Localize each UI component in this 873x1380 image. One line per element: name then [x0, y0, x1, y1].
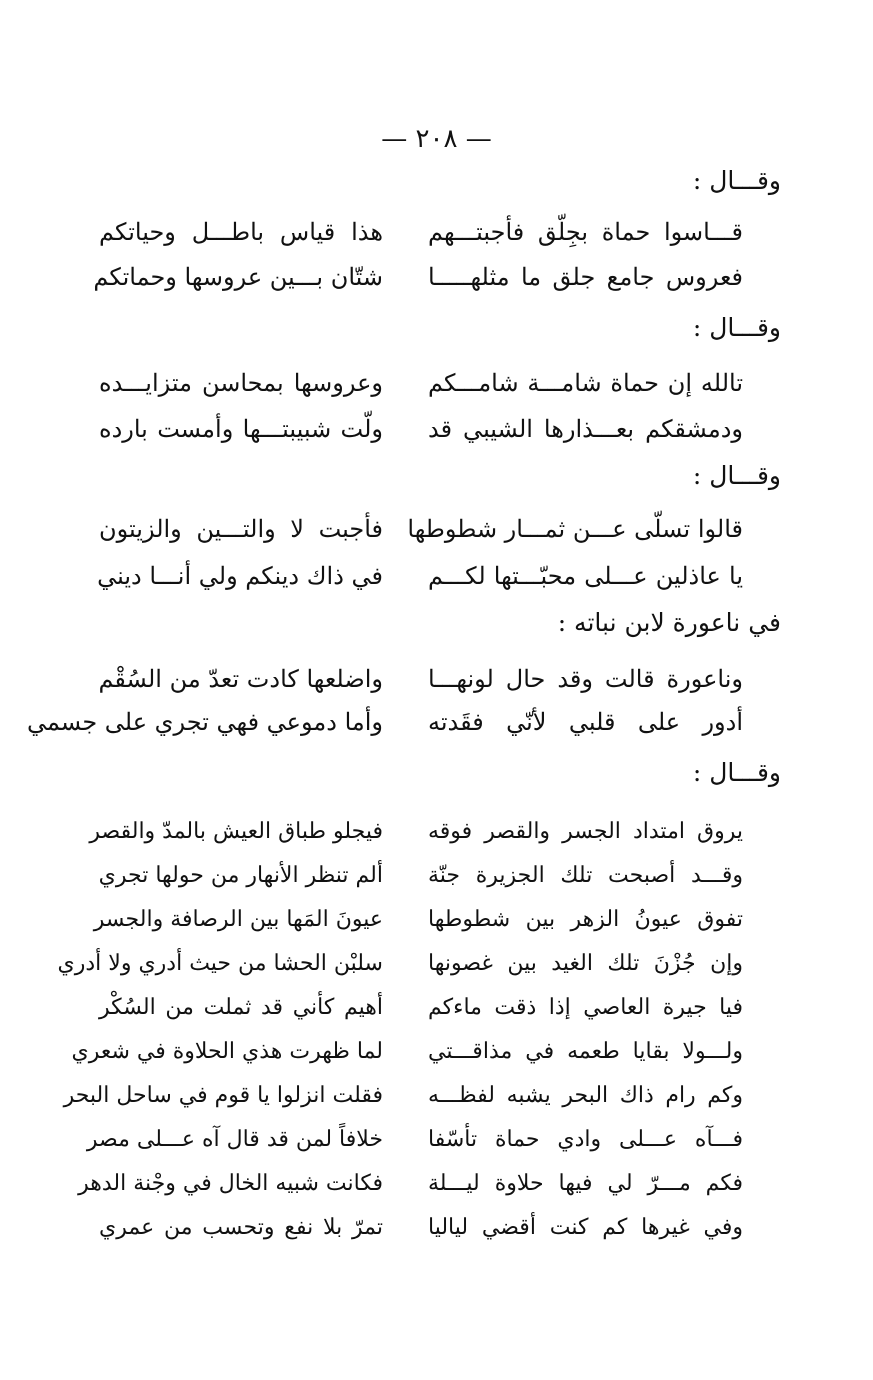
verse-left-hemistich: سلبْن الحشا من حيث أدري ولا أدري	[57, 951, 383, 976]
verse-left-hemistich: واضلعها كادت تعدّ من السُقْم	[98, 665, 383, 693]
verse-right-hemistich: تفوق عيونُ الزهر بين شطوطها	[428, 907, 743, 932]
section-heading: في ناعورة لابن نباته :	[557, 608, 781, 637]
verse-line	[0, 409, 873, 449]
verse-line	[0, 1032, 873, 1072]
verse-line	[0, 257, 873, 297]
verse-left-hemistich: وعروسها بمحاسن متزايـــده	[99, 369, 383, 397]
verse-right-hemistich: قالوا تسلّى عـــن ثمـــار شطوطها	[407, 515, 743, 543]
verse-line	[0, 944, 873, 984]
verse-right-hemistich: وفي غيرها كم كنت أقضي لياليا	[428, 1215, 743, 1240]
section-heading: وقـــال :	[692, 313, 781, 342]
verse-left-hemistich: أهيم كأني قد ثملت من السُكْر	[99, 995, 383, 1020]
verse-right-hemistich: أدور على قلبي لأنّي فقَدته	[428, 708, 743, 736]
verse-line	[0, 1120, 873, 1160]
verse-line	[0, 212, 873, 252]
verse-line	[0, 556, 873, 596]
verse-left-hemistich: هذا قياس باطـــل وحياتكم	[99, 218, 383, 246]
verse-right-hemistich: قـــاسوا حماة بجِلّق فأجبتـــهم	[428, 218, 743, 246]
verse-left-hemistich: في ذاك دينكم ولي أنـــا ديني	[97, 562, 383, 590]
verse-right-hemistich: ودمشقكم بعـــذارها الشيبي قد	[428, 415, 743, 443]
verse-left-hemistich: خلافاً لمن قد قال آه عـــلى مصر	[86, 1127, 383, 1152]
verse-line	[0, 988, 873, 1028]
verse-right-hemistich: يروق امتداد الجسر والقصر فوقه	[428, 819, 743, 844]
verse-right-hemistich: وكم رام ذاك البحر يشبه لفظـــه	[428, 1083, 743, 1108]
verse-line	[0, 363, 873, 403]
verse-left-hemistich: عيونَ المَها بين الرصافة والجسر	[93, 907, 383, 932]
verse-line	[0, 509, 873, 549]
verse-line	[0, 812, 873, 852]
verse-left-hemistich: وأما دموعي فهي تجري على جسمي	[27, 708, 383, 736]
page-number: — ٢٠٨ —	[381, 124, 492, 154]
verse-right-hemistich: وقـــد أصبحت تلك الجزيرة جنّة	[428, 863, 743, 888]
verse-line	[0, 856, 873, 896]
verse-right-hemistich: فكم مـــرّ لي فيها حلاوة ليـــلة	[428, 1171, 743, 1196]
section-heading: وقـــال :	[692, 758, 781, 787]
section-heading: وقـــال :	[692, 461, 781, 490]
verse-right-hemistich: ولـــولا بقايا طعمه في مذاقـــتي	[428, 1039, 743, 1064]
verse-left-hemistich: ألم تنظر الأنهار من حولها تجري	[98, 863, 383, 888]
verse-right-hemistich: تالله إن حماة شامـــة شامـــكم	[428, 369, 743, 397]
verse-right-hemistich: وإن جُزْنَ تلك الغيد بين غصونها	[428, 951, 743, 976]
verse-line	[0, 702, 873, 742]
section-heading: وقـــال :	[692, 166, 781, 195]
verse-left-hemistich: فيجلو طباق العيش بالمدّ والقصر	[89, 819, 383, 844]
verse-line	[0, 1076, 873, 1116]
verse-line	[0, 659, 873, 699]
verse-left-hemistich: تمرّ بلا نفع وتحسب من عمري	[99, 1215, 383, 1240]
verse-line	[0, 1164, 873, 1204]
verse-right-hemistich: يا عاذلين عـــلى محبّـــتها لكـــم	[428, 562, 743, 590]
verse-line	[0, 900, 873, 940]
verse-right-hemistich: فـــآه عـــلى وادي حماة تأسّفا	[428, 1127, 743, 1152]
verse-left-hemistich: ولّت شبيبتـــها وأمست بارده	[99, 415, 383, 443]
verse-left-hemistich: فكانت شبيه الخال في وجْنة الدهر	[78, 1171, 383, 1196]
verse-right-hemistich: فيا جيرة العاصي إذا ذقت ماءكم	[428, 995, 743, 1020]
verse-right-hemistich: وناعورة قالت وقد حال لونهـــا	[428, 665, 743, 693]
verse-left-hemistich: فقلت انزلوا يا قوم في ساحل البحر	[63, 1083, 383, 1108]
verse-right-hemistich: فعروس جامع جلق ما مثلهـــــا	[428, 263, 743, 291]
verse-left-hemistich: شتّان بـــين عروسها وحماتكم	[93, 263, 383, 291]
verse-line	[0, 1208, 873, 1248]
verse-left-hemistich: لما ظهرت هذي الحلاوة في شعري	[71, 1039, 383, 1064]
verse-left-hemistich: فأجبت لا والتـــين والزيتون	[99, 515, 383, 543]
